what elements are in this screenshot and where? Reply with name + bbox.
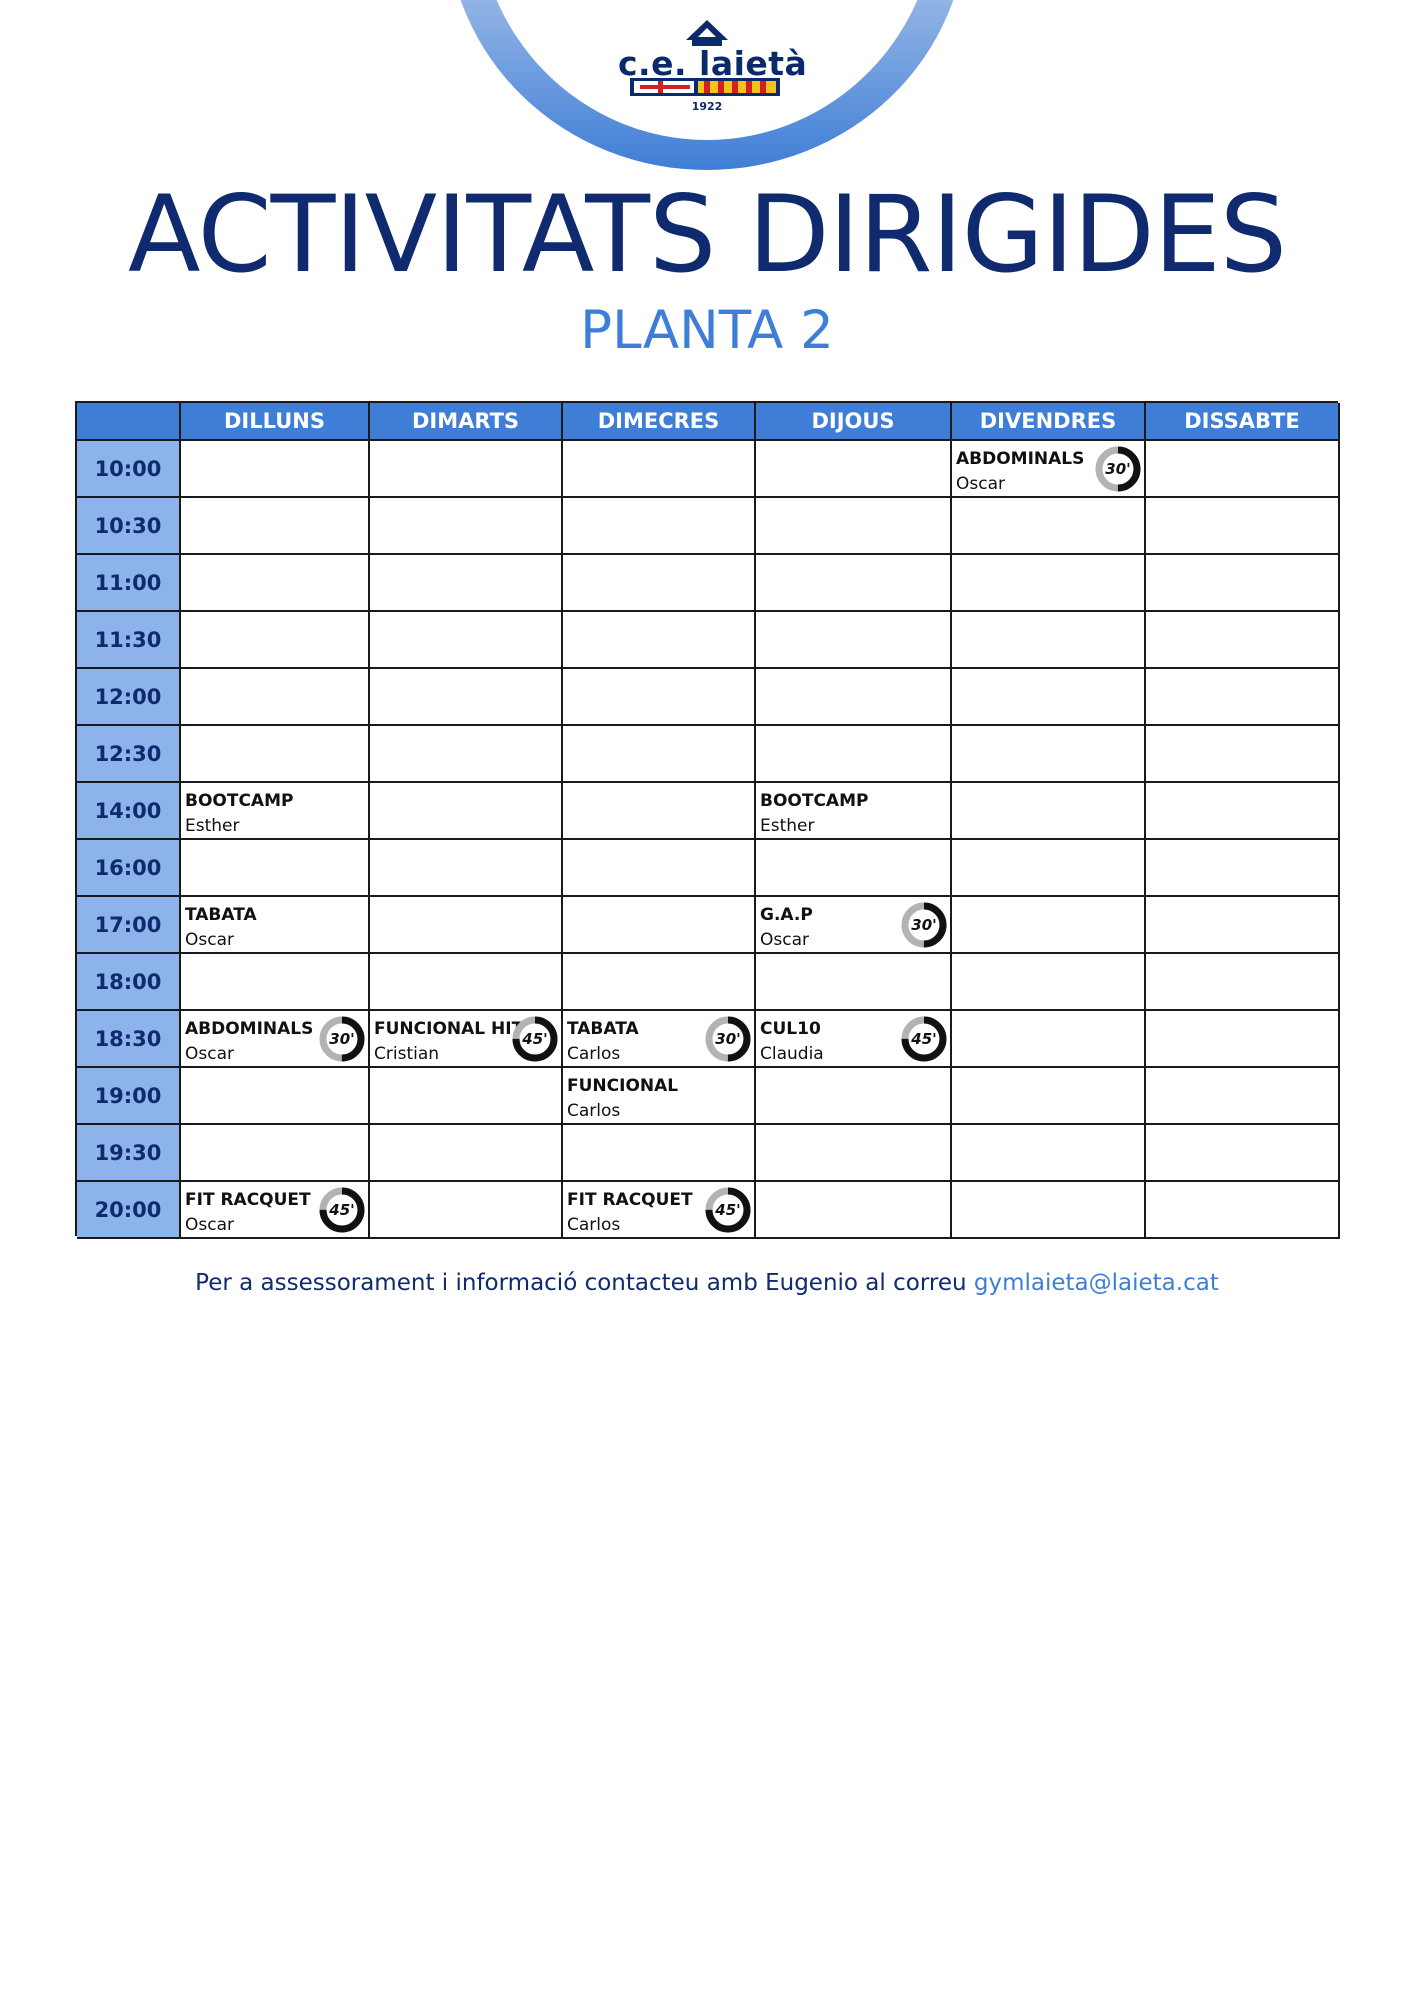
schedule-cell — [563, 897, 756, 954]
schedule-cell — [952, 1068, 1146, 1125]
footer-contact — [0, 1270, 1414, 1296]
schedule-cell — [370, 840, 563, 897]
schedule-cell — [952, 498, 1146, 555]
schedule-cell — [370, 726, 563, 783]
duration-timer-icon — [704, 1015, 752, 1063]
schedule-cell — [370, 612, 563, 669]
time-slot: 14:00 — [77, 783, 181, 840]
time-slot: 12:30 — [77, 726, 181, 783]
duration-label: 30' — [715, 1030, 741, 1048]
schedule-cell — [756, 1068, 952, 1125]
activity-cell — [181, 1011, 370, 1068]
time-slot: 18:00 — [77, 954, 181, 1011]
schedule-cell — [1146, 726, 1340, 783]
activity-coach: Carlos — [567, 1044, 621, 1064]
schedule-cell — [181, 669, 370, 726]
activity-cell — [952, 441, 1146, 498]
schedule-cell — [181, 555, 370, 612]
schedule-cell — [756, 669, 952, 726]
activity-coach: Claudia — [760, 1044, 824, 1064]
duration-label: 45' — [329, 1201, 355, 1219]
activity-coach: Oscar — [956, 474, 1005, 494]
schedule-cell — [181, 498, 370, 555]
schedule-cell — [181, 840, 370, 897]
schedule-cell — [181, 954, 370, 1011]
schedule-cell — [370, 669, 563, 726]
schedule-cell — [952, 954, 1146, 1011]
schedule-cell — [952, 669, 1146, 726]
schedule-cell — [563, 612, 756, 669]
schedule-cell — [756, 840, 952, 897]
schedule-cell — [1146, 669, 1340, 726]
logo-year: 1922 — [691, 100, 723, 113]
schedule-cell — [370, 1068, 563, 1125]
schedule-cell — [563, 498, 756, 555]
schedule-cell — [563, 669, 756, 726]
schedule-cell — [370, 783, 563, 840]
activity-coach: Oscar — [760, 930, 809, 950]
activity-cell — [181, 1182, 370, 1239]
time-slot: 10:30 — [77, 498, 181, 555]
schedule-cell — [370, 1125, 563, 1182]
activity-name: FUNCIONAL HIT — [374, 1019, 524, 1039]
day-header: DILLUNS — [181, 403, 370, 441]
day-header: DIVENDRES — [952, 403, 1146, 441]
schedule-cell — [1146, 612, 1340, 669]
schedule-cell — [370, 555, 563, 612]
time-slot: 19:00 — [77, 1068, 181, 1125]
time-slot: 17:00 — [77, 897, 181, 954]
duration-label: 30' — [911, 916, 937, 934]
schedule-cell — [952, 897, 1146, 954]
activity-cell — [181, 783, 370, 840]
schedule-cell — [181, 726, 370, 783]
schedule-cell — [181, 1125, 370, 1182]
schedule-cell — [1146, 954, 1340, 1011]
schedule-cell — [756, 726, 952, 783]
schedule-cell — [756, 498, 952, 555]
duration-timer-icon — [900, 901, 948, 949]
activity-coach: Esther — [760, 816, 815, 836]
activity-name: ABDOMINALS — [185, 1019, 314, 1039]
schedule-cell — [1146, 840, 1340, 897]
schedule-cell — [756, 1182, 952, 1239]
time-slot: 18:30 — [77, 1011, 181, 1068]
schedule-cell — [563, 954, 756, 1011]
duration-timer-icon — [318, 1015, 366, 1063]
time-slot: 11:00 — [77, 555, 181, 612]
activity-cell — [370, 1011, 563, 1068]
activity-name: TABATA — [567, 1019, 639, 1039]
schedule-cell — [1146, 555, 1340, 612]
club-logo — [600, 18, 814, 118]
activity-name: TABATA — [185, 905, 257, 925]
schedule-cell — [1146, 1125, 1340, 1182]
schedule-cell — [1146, 498, 1340, 555]
duration-label: 45' — [911, 1030, 937, 1048]
schedule-cell — [952, 1011, 1146, 1068]
time-slot: 16:00 — [77, 840, 181, 897]
schedule-cell — [370, 441, 563, 498]
activity-name: FIT RACQUET — [567, 1190, 693, 1210]
schedule-table — [75, 401, 1338, 1236]
duration-timer-icon — [900, 1015, 948, 1063]
schedule-cell — [181, 441, 370, 498]
day-header: DIMARTS — [370, 403, 563, 441]
activity-cell — [563, 1182, 756, 1239]
duration-timer-icon — [1094, 445, 1142, 493]
duration-timer-icon — [704, 1186, 752, 1234]
schedule-cell — [370, 1182, 563, 1239]
schedule-cell — [1146, 1011, 1340, 1068]
activity-coach: Oscar — [185, 1044, 234, 1064]
schedule-cell — [952, 555, 1146, 612]
schedule-cell — [952, 1125, 1146, 1182]
duration-label: 30' — [1105, 460, 1131, 478]
time-slot: 10:00 — [77, 441, 181, 498]
schedule-cell — [370, 954, 563, 1011]
schedule-cell — [1146, 1182, 1340, 1239]
time-slot: 20:00 — [77, 1182, 181, 1239]
schedule-cell — [563, 840, 756, 897]
schedule-cell — [756, 612, 952, 669]
time-slot: 19:30 — [77, 1125, 181, 1182]
day-header: DIMECRES — [563, 403, 756, 441]
duration-label: 45' — [715, 1201, 741, 1219]
activity-cell — [563, 1011, 756, 1068]
duration-label: 45' — [522, 1030, 548, 1048]
schedule-cell — [563, 783, 756, 840]
activity-coach: Carlos — [567, 1101, 621, 1121]
schedule-cell — [181, 612, 370, 669]
schedule-cell — [1146, 1068, 1340, 1125]
schedule-cell — [952, 726, 1146, 783]
activity-name: CUL10 — [760, 1019, 821, 1039]
activity-name: FIT RACQUET — [185, 1190, 311, 1210]
schedule-cell — [756, 441, 952, 498]
time-slot: 12:00 — [77, 669, 181, 726]
schedule-cell — [563, 1125, 756, 1182]
schedule-cell — [756, 1125, 952, 1182]
day-header: DIJOUS — [756, 403, 952, 441]
activity-coach: Carlos — [567, 1215, 621, 1235]
schedule-cell — [370, 897, 563, 954]
activity-cell — [181, 897, 370, 954]
duration-label: 30' — [329, 1030, 355, 1048]
schedule-cell — [1146, 783, 1340, 840]
activity-coach: Esther — [185, 816, 240, 836]
schedule-cell — [181, 1068, 370, 1125]
schedule-cell — [952, 1182, 1146, 1239]
page-subtitle: PLANTA 2 — [580, 300, 834, 361]
activity-name: BOOTCAMP — [185, 791, 294, 811]
schedule-cell — [563, 726, 756, 783]
activity-cell — [756, 783, 952, 840]
activity-name: FUNCIONAL — [567, 1076, 679, 1096]
footer-text: Per a assessorament i informació contacteu amb Eugenio al correu — [195, 1270, 974, 1296]
schedule-cell — [563, 555, 756, 612]
schedule-cell — [756, 555, 952, 612]
table-corner — [77, 403, 181, 441]
activity-cell — [756, 1011, 952, 1068]
schedule-cell — [1146, 897, 1340, 954]
activity-cell — [756, 897, 952, 954]
duration-timer-icon — [318, 1186, 366, 1234]
page-title: ACTIVITATS DIRIGIDES — [127, 173, 1287, 296]
time-slot: 11:30 — [77, 612, 181, 669]
schedule-cell — [952, 783, 1146, 840]
activity-name: BOOTCAMP — [760, 791, 869, 811]
activity-coach: Oscar — [185, 930, 234, 950]
activity-cell — [563, 1068, 756, 1125]
schedule-cell — [370, 498, 563, 555]
schedule-cell — [563, 441, 756, 498]
logo-wordmark: c.e. laietà — [618, 44, 808, 83]
activity-name: ABDOMINALS — [956, 449, 1085, 469]
schedule-cell — [1146, 441, 1340, 498]
schedule-cell — [952, 612, 1146, 669]
activity-coach: Cristian — [374, 1044, 440, 1064]
duration-timer-icon — [511, 1015, 559, 1063]
footer-email-link[interactable]: gymlaieta@laieta.cat — [973, 1270, 1219, 1296]
day-header: DISSABTE — [1146, 403, 1340, 441]
activity-name: G.A.P — [760, 905, 813, 925]
schedule-cell — [952, 840, 1146, 897]
activity-coach: Oscar — [185, 1215, 234, 1235]
schedule-cell — [756, 954, 952, 1011]
